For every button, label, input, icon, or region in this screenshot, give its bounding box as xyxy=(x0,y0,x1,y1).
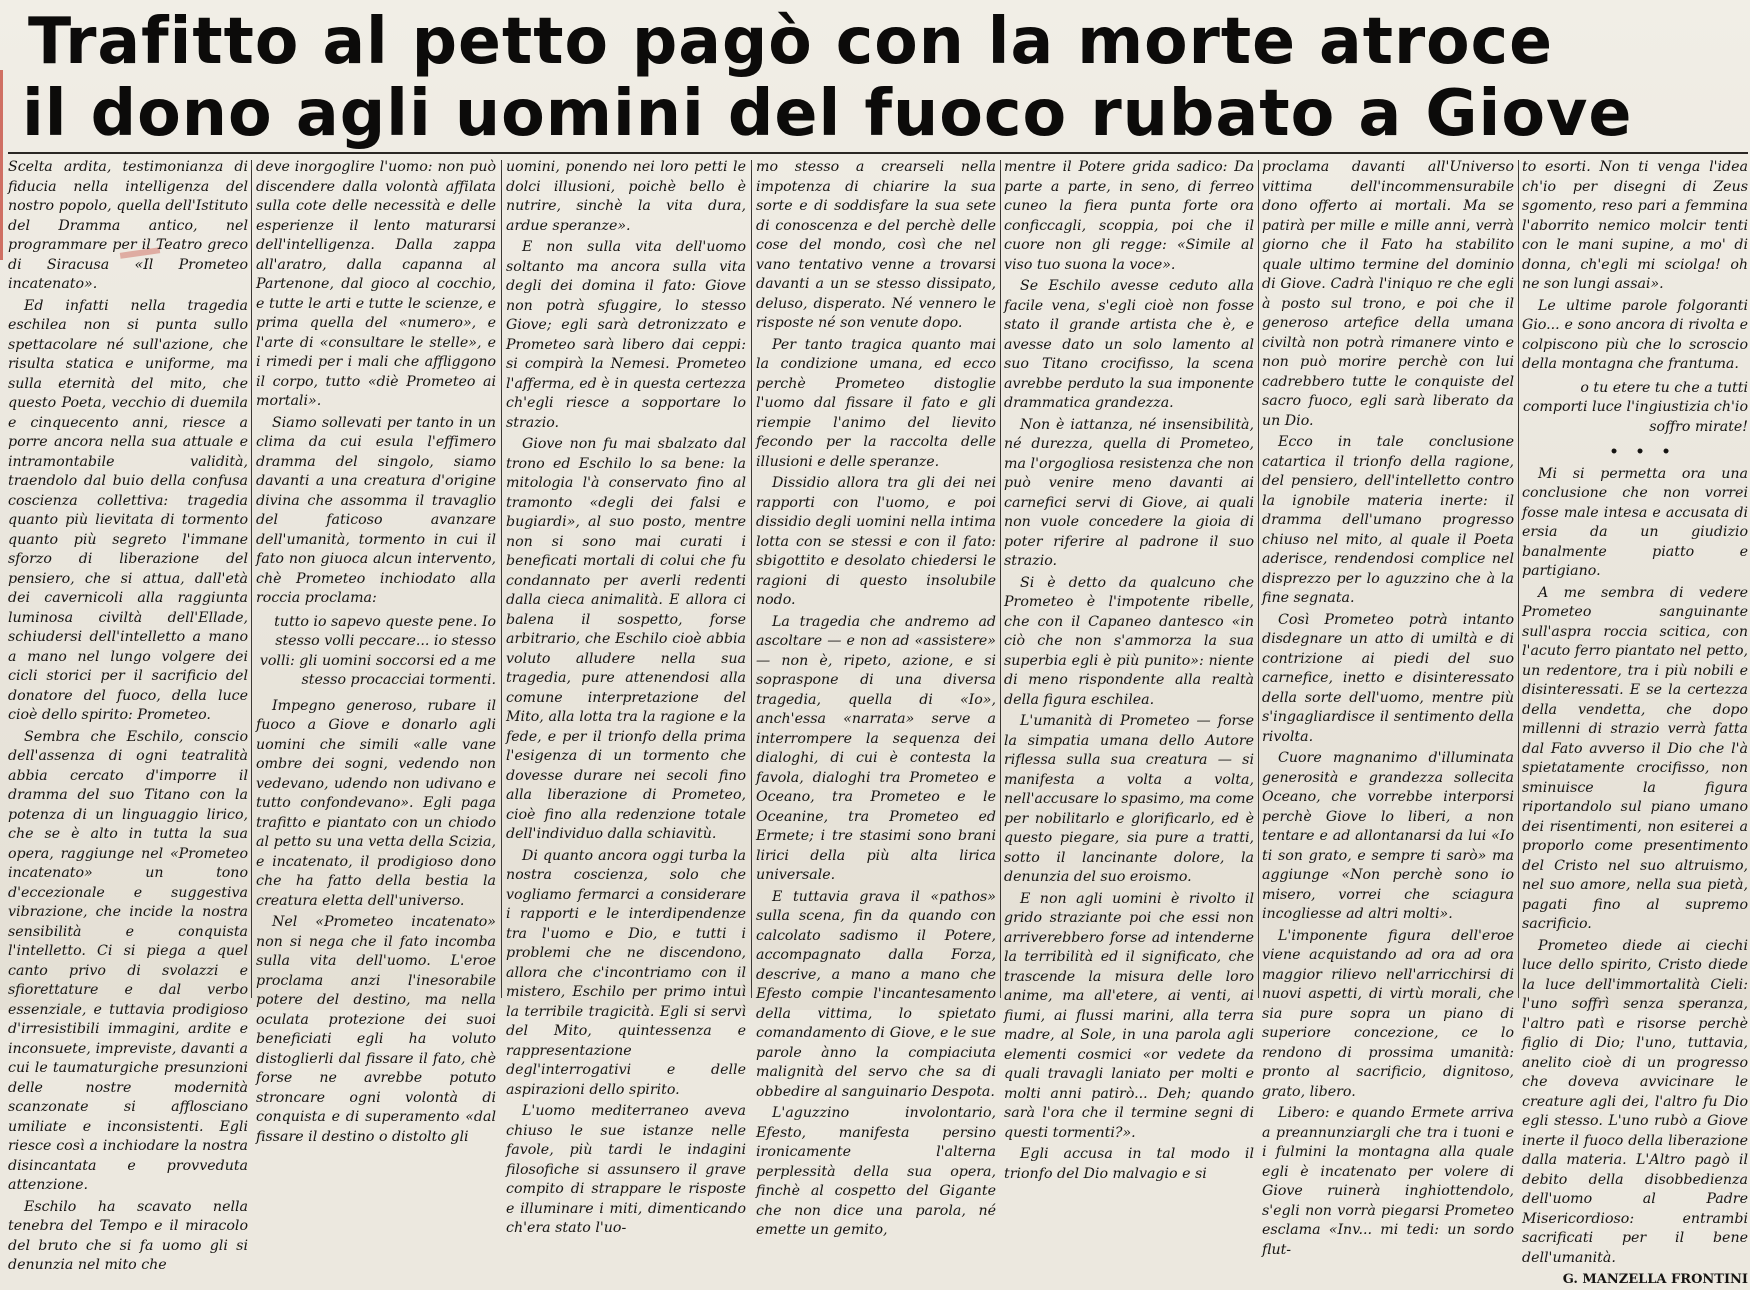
paragraph: Sembra che Eschilo, conscio dell'assenza di ogni teatralità abbia cercato d'imporre il dramma del suo Titano con la potenza di un linguaggio lirico, che se è alto in tutta la sua opera, raggiunge nel «Prometeo incatenato» un tono d'eccezionale e suggestiva vibrazione, che incide la nostra sensibilità e conquista l'intelletto. Ci si piega a quel canto privo di svolazzi e sfiorettature e dal verbo essenziale, e tuttavia prodigioso d'irresistibili immagini, ardite e inconsuete, impreviste, davanti a cui le taumaturgiche presunzioni delle nostre modernità scanzonate si afflosciano umiliate e inconsistenti. Egli riesce così a inchiodare la nostra disincantata e provveduta attenzione. xyxy=(8,728,248,1193)
paragraph: Eschilo ha scavato nella tenebra del Tempo e il miracolo del bruto che si fa uomo gli si denunzia nel mito che xyxy=(8,1198,248,1273)
headline-line-1: Trafitto al petto pagò con la morte atroce xyxy=(28,5,1554,79)
article-column-1 xyxy=(8,158,248,1273)
paragraph: A me sembra di vedere Prometeo sanguinante sull'aspra roccia scitica, con l'acuto ferro piantato nel petto, un redentore, tra i più nobili e disinteressati. E se la certezza della vendetta, che dopo millenni di strazio verrà fatta dal Fato avverso il Dio che l'à spietatamente crocifisso, non sminuisce la figura riportandolo sul piano umano dei risentimenti, non esiterei a proporlo come presentimento del Cristo nel suo altruismo, nel suo amore, nella sua pietà, pagati fino al supremo sacrificio. xyxy=(1522,584,1748,932)
paragraph: Giove non fu mai sbalzato dal trono ed Eschilo lo sa bene: la mitologia l'à conservato fino al tramonto «degli dei falsi e bugiardi», al suo posto, mentre non si sono mai curati i beneficati mortali di colui che fu condannato per averli redenti dalla cieca animalità. E allora ci balena il sospetto, forse arbitrario, che Eschilo cioè abbia voluto alludere nella sua tragedia, pure attenendosi alla comune interpretazione del Mito, alla lotta tra la ragione e la fede, e per il trionfo della prima l'esigenza di un tormento che dovesse durare nei secoli fino alla liberazione di Prometeo, cioè fino alla redenzione totale dell'individuo dalla schiavitù. xyxy=(506,436,746,842)
paragraph: proclama davanti all'Universo vittima dell'incommensurabile dono offerto ai mortali. Ma se patirà per mille e mille anni, verrà giorno che il Fato ha stabilito quale ultimo termine del dominio di Giove. Cadrà l'iniquo re che egli à posto sul trono, e poi che il generoso artefice della umana civiltà non potrà rimanere vinto e non può morire perchè con lui cadrebbero tutte le conquiste del sacro fuoco, egli sarà liberato da un Dio. xyxy=(1262,159,1514,429)
paragraph: Siamo sollevati per tanto in un clima da cui esula l'effimero dramma del singolo, siamo davanti a una creatura d'origine divina che assomma il travaglio del faticoso avanzare dell'umanità, tormento in cui il fato non giuoca alcun intervento, chè Prometeo inchiodato alla roccia proclama: xyxy=(256,414,496,606)
paragraph: mo stesso a crearseli nella impotenza di chiarire la sua sorte e di soddisfare la sua sete di conoscenza e del perchè delle cose del mondo, così che nel vano tentativo venne a trovarsi davanti a un se stesso dissipato, deluso, disperato. Né vennero le risposte né son venute dopo. xyxy=(756,159,996,331)
column-divider xyxy=(1518,160,1519,998)
paragraph: Libero: e quando Ermete arriva a preannunziargli che tra i tuoni e i fulmini la montagna alla quale egli è incatenato per volere di Giove ruinerà inghiottendolo, s'egli non vorrà piegarsi Prometeo esclama «Inv... mi tedi: un sordo flut- xyxy=(1262,1105,1514,1258)
paragraph: Ecco in tale conclusione catartica il trionfo della ragione, del pensiero, dell'intelletto contro la ignobile materia inerte: il dramma dell'umano progresso chiuso nel mito, al quale il Poeta aderisce, rendendosi complice nel disprezzo per lo aguzzino che à la fine segnata. xyxy=(1262,434,1514,606)
paragraph: Scelta ardita, testimonianza di fiducia nella intelligenza del nostro popolo, quella dell'Istituto del Dramma antico, nel programmare per il Teatro greco di Siracusa «Il Prometeo incatenato». xyxy=(8,159,248,292)
paragraph: deve inorgoglire l'uomo: non può discendere dalla volontà affilata sulla cote delle necessità e delle esperienze il lento maturarsi dell'intelligenza. Dalla zappa all'aratro, dalla capanna al Partenone, dal gioco al cocchio, e tutte le arti e tutte le scienze, e prima quella del «numero», e l'arte di «consultare le stelle», e i rimedi per i mali che affliggono il corpo, tutto «diè Prometeo ai mortali». xyxy=(256,159,496,409)
headline-line-2: il dono agli uomini del fuoco rubato a Giove xyxy=(22,77,1633,151)
paragraph: E non agli uomini è rivolto il grido straziante poi che essi non arriverebbero forse ad intenderne la terribilità ed il significato, che trascende la misura delle loro anime, ma all'etere, ai venti, ai fiumi, ai flussi marini, alla terra madre, al Sole, in una parola agli elementi cosmici «or vedete da quali travagli laniato per molti e molti anni patirò... Deh; quando sarà l'ora che il termine segni di questi tormenti?». xyxy=(1004,890,1254,1141)
verse-quote: tutto io sapevo queste pene. Io stesso volli peccare... io stesso volli: gli uomini soccorsi ed a me stesso procacciai tormenti. xyxy=(259,613,496,688)
paragraph: L'imponente figura dell'eroe viene acquistando ad ora ad ora maggior rilievo nell'arricchirsi di nuovi aspetti, di virtù morali, che sia pure sopra un piano di superiore concezione, ce lo rendono di prossima umanità: pronto al sacrificio, dignitoso, grato, libero. xyxy=(1262,927,1514,1100)
paragraph: Prometeo diede ai ciechi luce dello spirito, Cristo diede la luce dell'immortalità Cieli: l'uno soffrì senza speranza, l'altro patì e risorse perchè figlio di Dio; l'uno, tuttavia, anelito cioè di un progresso che doveva avvicinare le creature agli dei, l'altro fu Dio egli stesso. L'uno rubò a Giove inerte il fuoco della liberazione dalla materia. L'Altro pagò il debito della disobbedienza dell'uomo al Padre Misericordioso: entrambi sacrificati per il bene dell'umanità. xyxy=(1522,937,1748,1266)
paragraph: uomini, ponendo nei loro petti le dolci illusioni, poichè bello è nutrire, sinchè la vita dura, ardue speranze». xyxy=(506,159,746,234)
column-divider xyxy=(251,160,252,998)
paragraph: to esorti. Non ti venga l'idea ch'io per disegni di Zeus sgomento, reso pari a femmina l'aborrito nemico molcir tenti con le mani supine, a mo' di donna, ch'egli mi sciolga! oh ne son lungi assai». xyxy=(1522,159,1748,292)
column-divider xyxy=(501,160,502,998)
header-rule xyxy=(8,152,1748,154)
verse-quote: o tu etere tu che a tutti comporti luce l'ingiustizia ch'io soffro mirate! xyxy=(1522,379,1748,435)
column-divider xyxy=(1258,160,1259,998)
paragraph: Si è detto da qualcuno che Prometeo è l'impotente ribelle, che con il Capaneo dantesco «in ciò che non s'ammorza la sua superbia egli è più punito»: niente di meno rispondente alla realtà della figura eschilea. xyxy=(1004,574,1254,708)
column-divider xyxy=(751,160,752,998)
article-column-5 xyxy=(1004,158,1254,1182)
paragraph: Nel «Prometeo incatenato» non si nega che il fato incomba sulla vita dell'uomo. L'eroe proclama anzi l'inesorabile potere del destino, ma nella oculata protezione dei suoi beneficiati egli ha voluto distoglierli dal fissare il fato, chè forse ne avrebbe potuto stroncare ogni volontà di conquista e di superamento «dal fissare il destino o distolto gli xyxy=(256,914,496,1145)
paragraph: L'aguzzino involontario, Efesto, manifesta persino ironicamente l'alterna perplessità della sua opera, finchè al cospetto del Gigante che non dice una parola, né emette un gemito, xyxy=(756,1105,996,1238)
paragraph: Per tanto tragica quanto mai la condizione umana, ed ecco perchè Prometeo distoglie l'uomo dal fissare il fato e gli riempie l'animo del lievito fecondo per la raccolta delle illusioni e delle speranze. xyxy=(756,336,996,470)
article-column-2 xyxy=(256,158,496,1145)
article-column-7 xyxy=(1522,158,1748,1287)
paragraph: Ed infatti nella tragedia eschilea non si punta sullo spettacolare né sull'azione, che risulta statica e uniforme, ma sulla eternità del mito, che questo Poeta, vecchio di duemila e cinquecento anni, riesce a porre ancora nella sua attuale e intramontabile validità, traendolo dal buio della confusa coscienza collettiva: tragedia quanto più lievitata di tormento quanto più segreto l'immane sforzo di liberazione del pensiero, che si attua, dall'età dei cavernicoli alla raggiunta luminosa civiltà dell'Ellade, schiudersi dell'intelletto a mano a mano nel lungo volgere dei cicli storici per il sacrificio del donatore del fuoco, della luce cioè dello spirito: Prometeo. xyxy=(8,297,248,723)
paragraph: E tuttavia grava il «pathos» sulla scena, fin da quando con calcolato sadismo il Potere, accompagnato dalla Forza, descrive, a mano a mano che Efesto compie l'incantesamento della vittima, lo spietato comandamento di Giove, e le sue parole ànno la compiaciuta malignità del servo che sa di obbedire al sanguinario Despota. xyxy=(756,888,996,1100)
paragraph: mentre il Potere grida sadico: Da parte a parte, in seno, di ferreo cuneo la fiera punta forte ora conficcagli, scoppia, poi che il cuore non gli regge: «Simile al viso tuo suona la voce». xyxy=(1004,159,1254,273)
paragraph: Impegno generoso, rubare il fuoco a Giove e donarlo agli uomini che simili «alle vane ombre dei sogni, vedendo non vedevano, udendo non udivano e tutto confondevano». Egli paga trafitto e piantato con un chiodo al petto su una vetta della Scizia, e incatenato, il prodigioso dono che ha fatto della bestia la creatura eletta dell'universo. xyxy=(256,697,496,909)
paragraph: L'umanità di Prometeo — forse la simpatia umana dello Autore riflessa sulla sua creatura — si manifesta a volta a volta, nell'accusare lo spasimo, ma come per nobilitarlo e glorificarlo, ed è questo piegare, sia pure a tratti, sotto il lancinante dolore, la denunzia del suo eroismo. xyxy=(1004,713,1254,885)
article-column-3 xyxy=(506,158,746,1236)
article-column-6 xyxy=(1262,158,1514,1258)
paragraph: Se Eschilo avesse ceduto alla facile vena, s'egli cioè non fosse stato il grande artista che è, e avesse dato un solo lamento al suo Titano crocifisso, la scena avrebbe perduto la sua imponente drammatica grandezza. xyxy=(1004,278,1254,411)
paragraph: Cuore magnanimo d'illuminata generosità e grandezza sollecita Oceano, che vorrebbe interporsi perchè Giove lo liberi, a non tentare e ad allontanarsi da lui «Io ti son grato, e sempre ti sarò» ma aggiunge «Non perchè sono io misero, vorrei che sciagura incogliesse ad altri molti». xyxy=(1262,750,1514,922)
paragraph: Dissidio allora tra gli dei nei rapporti con l'uomo, e poi dissidio degli uomini nella intima lotta con se stessi e con il fato: sbigottito e desolato chiedersi le ragioni di questo insolubile nodo. xyxy=(756,475,996,608)
paragraph: Così Prometeo potrà intanto disdegnare un atto di umiltà e di contrizione ai piedi del suo carnefice, inetto e disinteressato della sorte dell'uomo, mentre più s'ingagliardisce il sentimento della rivolta. xyxy=(1262,611,1514,745)
paragraph: E non sulla vita dell'uomo soltanto ma ancora sulla vita degli dei domina il fato: Giove non potrà sfuggire, lo stesso Giove; egli sarà detronizzato e Prometeo sarà libero dai ceppi: si compirà la Nemesi. Prometeo l'afferma, ed è in questa certezza ch'egli riesce a sopportare lo strazio. xyxy=(506,239,746,431)
paragraph: Di quanto ancora oggi turba la nostra coscienza, solo che vogliamo fermarci a considerare i rapporti e le interdipendenze tra l'uomo e Dio, e tutti i problemi che ne discendono, allora che c'incontriamo con il mistero, Eschilo per primo intuì la terribile tragicità. Egli si servì del Mito, quintessenza e rappresentazione degl'interrogativi e delle aspirazioni dello spirito. xyxy=(506,847,746,1098)
section-separator: • • • xyxy=(1609,444,1677,460)
paragraph: La tragedia che andremo ad ascoltare — e non ad «assistere» — non è, ripeto, azione, e si sopraspone di una diversa tragedia, quella di «Io», anch'essa «narrata» serve a interrompere la sequenza dei dialoghi, di cui è contesta la favola, dialoghi tra Prometeo e Oceano, tra Prometeo e le Oceanine, tra Prometeo ed Ermete; i tre stasimi sono brani lirici della più alta lirica universale. xyxy=(756,613,996,883)
paragraph: Egli accusa in tal modo il trionfo del Dio malvagio e si xyxy=(1004,1146,1254,1182)
author-signature: G. MANZELLA FRONTINI xyxy=(1562,1272,1748,1287)
paragraph: Le ultime parole folgoranti Gio... e sono ancora di rivolta e colpiscono più che lo scroscio della montagna che frantuma. xyxy=(1522,297,1748,372)
column-divider xyxy=(1000,160,1001,998)
paragraph: L'uomo mediterraneo aveva chiuso le sue istanze nelle favole, più tardi le indagini filosofiche si assunsero il grave compito di strappare le risposte e illuminare i miti, dimenticando ch'era stato l'uo- xyxy=(506,1103,746,1236)
paragraph: Non è iattanza, né insensibilità, né durezza, quella di Prometeo, ma l'orgogliosa resistenza che non può venire meno davanti ai carnefici servi di Giove, ai quali non vuole concedere la gioia di poter riferire al padrone il suo strazio. xyxy=(1004,416,1254,569)
paragraph: Mi si permetta ora una conclusione che non vorrei fosse male intesa e accusata di ersia da un giudizio banalmente piatto e partigiano. xyxy=(1522,465,1748,579)
article-column-4 xyxy=(756,158,996,1238)
